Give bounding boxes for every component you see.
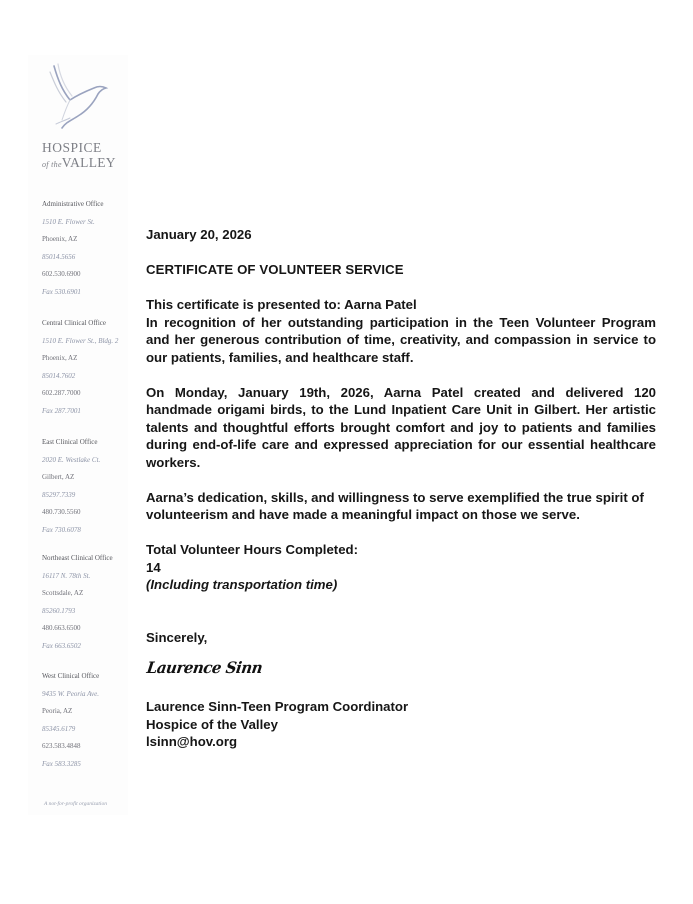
- office-zip: 85014.7602: [42, 371, 76, 380]
- office-fax: Fax 663.6502: [42, 641, 81, 650]
- certificate-title: CERTIFICATE OF VOLUNTEER SERVICE: [146, 262, 404, 277]
- presented-to: This certificate is presented to: Aarna Patel: [146, 297, 417, 312]
- office-phone: 602.530.6900: [42, 270, 81, 278]
- hours-label: Total Volunteer Hours Completed:: [146, 542, 358, 557]
- hours-value: 14: [146, 559, 161, 575]
- office-city: Phoenix, AZ: [42, 235, 78, 243]
- office-label: Administrative Office: [42, 200, 104, 208]
- closing: Sincerely,: [146, 629, 208, 645]
- org-name-valley: VALLEY: [61, 155, 116, 170]
- office-city: Scottsdale, AZ: [42, 589, 84, 597]
- office-east-clinical: [42, 434, 100, 539]
- org-name-line1: HOSPICE: [42, 140, 102, 155]
- org-name-line2: [42, 155, 116, 171]
- office-zip: 85297.7339: [42, 490, 76, 499]
- office-zip: 85345.6179: [42, 724, 76, 733]
- office-address: 16117 N. 78th St.: [42, 571, 91, 580]
- hospice-logo: [34, 62, 124, 172]
- office-phone: 602.287.7000: [42, 389, 81, 397]
- office-label: Central Clinical Office: [42, 319, 107, 327]
- dove-icon: [48, 62, 110, 134]
- signer-email: lsinn@hov.org: [146, 734, 238, 749]
- office-label: Northeast Clinical Office: [42, 554, 113, 562]
- office-zip: 85260.1793: [42, 606, 76, 615]
- office-phone: 623.583.4848: [42, 742, 81, 750]
- office-address: 1510 E. Flower St., Bldg. 2: [42, 336, 119, 345]
- org-name-of-the: of the: [42, 160, 62, 169]
- hours-note: (Including transportation time): [146, 577, 338, 592]
- letter-date: January 20, 2026: [146, 227, 252, 242]
- signer-organization: Hospice of the Valley: [146, 716, 278, 732]
- office-phone: 480.730.5560: [42, 508, 81, 516]
- service-details-paragraph: On Monday, January 19th, 2026, Aarna Patel created and delivered 120 handmade origami birds, to the Lund Inpatient Care Unit in Gilbert. Her artistic talents and thoughtful efforts brought comfort and joy to patients and families during end-of-life care and expressed appreciation for our essential healthcare workers.: [146, 384, 656, 470]
- office-fax: Fax 287.7001: [42, 406, 81, 415]
- office-zip: 85014.5656: [42, 252, 76, 261]
- signer-title: Laurence Sinn-Teen Program Coordinator: [146, 699, 409, 714]
- office-city: Phoenix, AZ: [42, 354, 78, 362]
- office-label: East Clinical Office: [42, 438, 98, 446]
- office-address: 9435 W. Peoria Ave.: [42, 689, 99, 698]
- office-fax: Fax 730.6078: [42, 525, 81, 534]
- dedication-paragraph: Aarna’s dedication, skills, and willingness to serve exemplified the true spirit of volunteerism and have made a meaningful impact on those we serve.: [146, 489, 644, 522]
- office-city: Gilbert, AZ: [42, 473, 75, 481]
- office-label: West Clinical Office: [42, 672, 100, 680]
- office-city: Peoria, AZ: [42, 707, 73, 715]
- office-west-clinical: [42, 668, 99, 773]
- office-address: 2020 E. Westlake Ct.: [42, 455, 101, 464]
- recognition-paragraph: In recognition of her outstanding participation in the Teen Volunteer Program and her generous contribution of time, creativity, and compassion in service to our patients, families, and healthcare staff.: [146, 314, 656, 365]
- office-central-clinical: [42, 315, 118, 420]
- office-phone: 480.663.6500: [42, 624, 81, 632]
- office-northeast-clinical: [42, 550, 113, 655]
- office-address: 1510 E. Flower St.: [42, 217, 95, 226]
- nonprofit-tagline: A not-for-profit organization: [44, 801, 107, 807]
- office-fax: Fax 530.6901: [42, 287, 81, 296]
- letter-body: [146, 226, 656, 751]
- office-administrative: [42, 196, 104, 301]
- office-fax: Fax 583.3285: [42, 759, 81, 768]
- handwritten-signature: Laurence Sinn: [145, 658, 264, 678]
